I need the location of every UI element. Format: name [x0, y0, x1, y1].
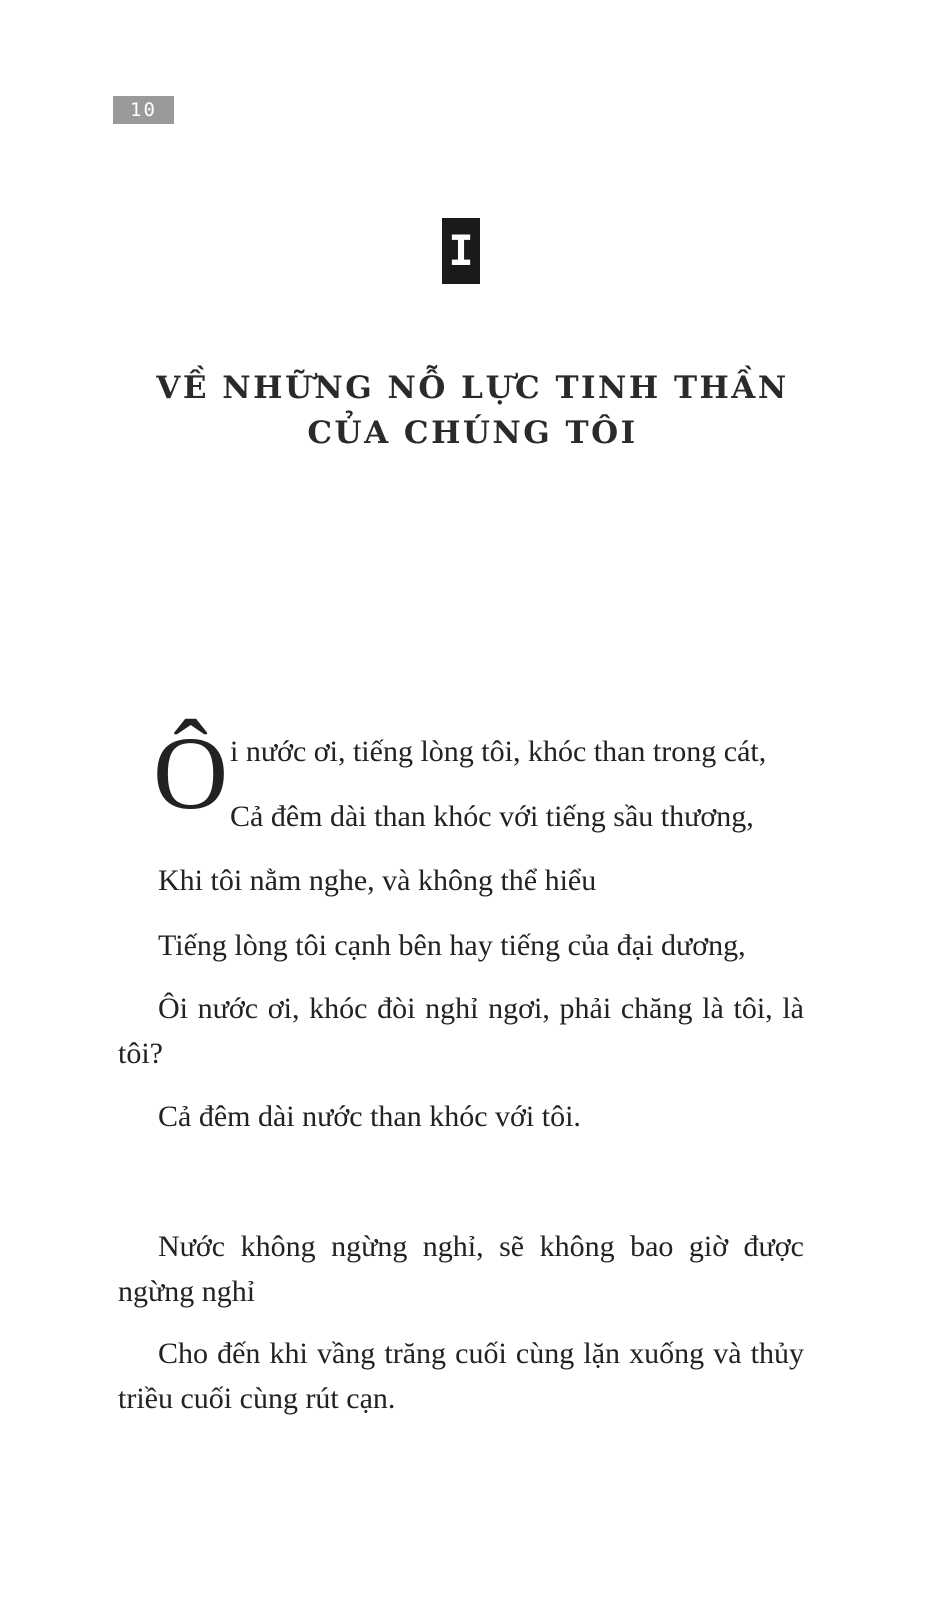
poem-line-5: Ôi nước ơi, khóc đòi nghỉ ngơi, phải chăng là tôi, là tôi?: [118, 992, 804, 1070]
poem-line-4: Tiếng lòng tôi cạnh bên hay tiếng của đại dương,: [158, 929, 746, 962]
chapter-numeral: I: [442, 218, 480, 284]
poem-line-2: Cả đêm dài than khóc với tiếng sầu thương,: [230, 800, 754, 833]
chapter-title-line-1: VỀ NHỮNG NỖ LỰC TINH THẦN: [156, 370, 789, 406]
poem-line-1: i nước ơi, tiếng lòng tôi, khóc than trong cát,: [230, 735, 767, 768]
drop-cap: Ô: [153, 716, 229, 831]
poem-line-6: Cả đêm dài nước than khóc với tôi.: [158, 1100, 581, 1133]
poem-line-3: Khi tôi nằm nghe, và không thể hiểu: [158, 864, 597, 897]
chapter-title-line-2: CỦA CHÚNG TÔI: [307, 415, 638, 451]
stanza-2-line-1: Nước không ngừng nghỉ, sẽ không bao giờ được ngừng nghỉ: [118, 1230, 804, 1308]
stanza-2-line-2: Cho đến khi vầng trăng cuối cùng lặn xuống và thủy triều cuối cùng rút cạn.: [118, 1337, 804, 1415]
page-number: 10: [113, 96, 174, 124]
